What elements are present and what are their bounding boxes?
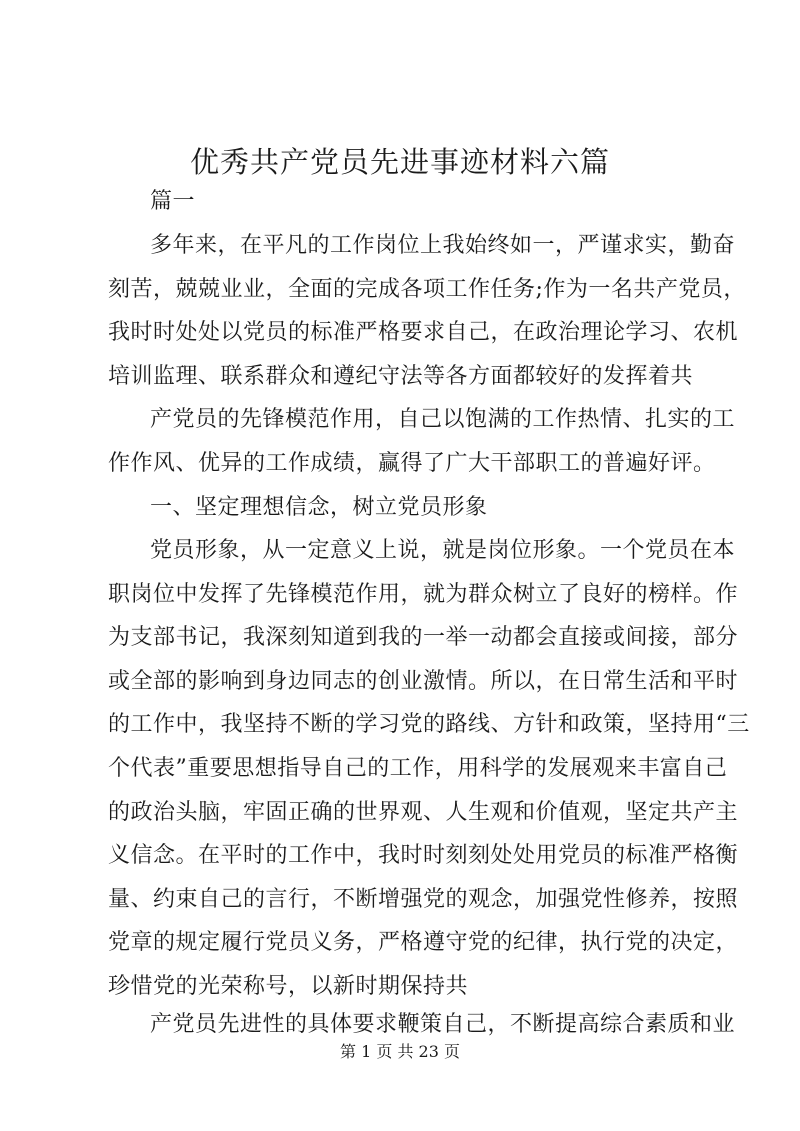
document-title: 优秀共产党员先进事迹材料六篇 [189,145,610,179]
paragraph-line: 职岗位中发挥了先锋模范作用，就为群众树立了良好的榜样。作 [108,582,739,607]
paragraph-line: 党员形象，从一定意义上说，就是岗位形象。一个党员在本 [150,538,736,563]
paragraph-line: 或全部的影响到身边同志的创业激情。所以，在日常生活和平时 [108,669,739,694]
section-heading-pian-yi: 篇一 [150,189,196,214]
paragraph-line: 个代表”重要思想指导自己的工作，用科学的发展观来丰富自己 [108,756,728,781]
paragraph-line: 作作风、优异的工作成绩，赢得了广大干部职工的普遍好评。 [108,451,716,476]
section-heading: 一、坚定理想信念，树立党员形象 [150,495,488,520]
paragraph-line: 刻苦，兢兢业业，全面的完成各项工作任务;作为一名共产党员， [108,277,746,302]
paragraph-line: 义信念。在平时的工作中，我时时刻刻处处用党员的标准严格衡 [108,843,739,868]
paragraph-line: 为支部书记，我深刻知道到我的一举一动都会直接或间接，部分 [108,625,739,650]
paragraph-line: 量、约束自己的言行，不断增强党的观念，加强党性修养，按照 [108,887,739,912]
paragraph-line: 的工作中，我坚持不断的学习党的路线、方针和政策，坚持用“三 [108,712,750,737]
paragraph-line: 党章的规定履行党员义务，严格遵守党的纪律，执行党的决定， [108,930,739,955]
paragraph-line: 珍惜党的光荣称号，以新时期保持共 [108,974,469,999]
page-number-footer: 第 1 页 共 23 页 [340,1042,460,1061]
paragraph-line: 产党员先进性的具体要求鞭策自己，不断提高综合素质和业 [150,1012,736,1037]
paragraph-line: 产党员的先锋模范作用，自己以饱满的工作热情、扎实的工 [150,407,736,432]
paragraph-line: 我时时处处以党员的标准严格要求自己，在政治理论学习、农机 [108,320,739,345]
paragraph-line: 培训监理、联系群众和遵纪守法等各方面都较好的发挥着共 [108,364,694,389]
paragraph-line: 多年来，在平凡的工作岗位上我始终如一，严谨求实，勤奋 [150,233,736,258]
paragraph-line: 的政治头脑，牢固正确的世界观、人生观和价值观，坚定共产主 [108,800,739,825]
